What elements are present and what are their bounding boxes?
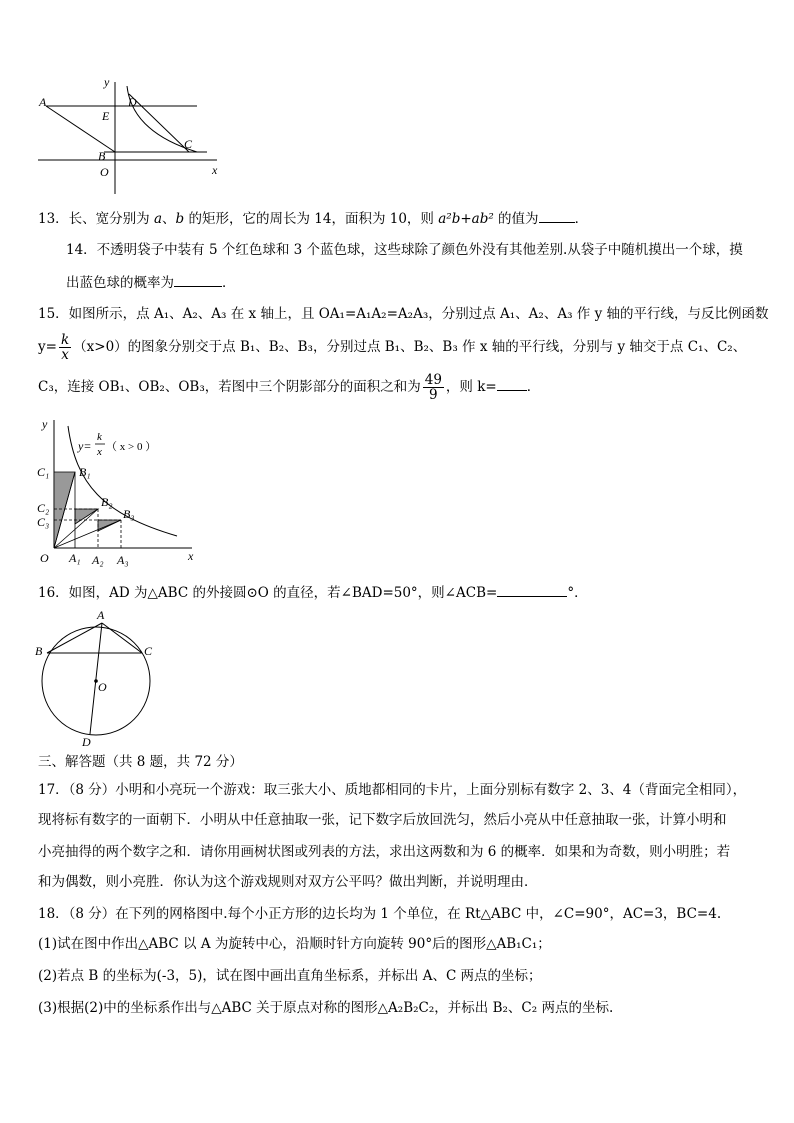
q16-answer-blank[interactable] (497, 582, 567, 597)
label-c: C (184, 137, 193, 151)
q18-line3: (2)若点 B 的坐标为(-3，5)，试在图中画出直角坐标系，并标出 A、C 两点的坐标； (38, 968, 542, 984)
q13-sep: 、 (162, 211, 176, 227)
q15-line2-post: （x>0）的图象分别交于点 B₁、B₂、B₃，分别过点 B₁、B₂、B₃ 作 x 轴的平行线，分别与 y 轴交于点 C₁、C₂、 (73, 339, 747, 355)
q14-line2: 出蓝色球的概率为 (66, 275, 174, 291)
question-14-line2 (66, 272, 236, 293)
question-17-line2 (38, 810, 727, 830)
label-func-num: k (97, 431, 102, 443)
label-c1: C₁ (37, 465, 50, 479)
label-a2: A₂ (92, 553, 104, 567)
label-a1: A₁ (69, 551, 81, 565)
label-a3: A₃ (117, 553, 129, 567)
label-o: O (100, 165, 109, 179)
label-b: B (98, 149, 106, 163)
q15-line2-pre: y= (38, 339, 57, 355)
question-18-line4 (38, 998, 613, 1018)
q13-answer-blank[interactable] (539, 208, 575, 223)
q17-line1: 17．（8 分）小明和小亮玩一个游戏：取三张大小、质地都相同的卡片，上面分别标有数字 2、3、4（背面完全相同）， (38, 782, 747, 798)
label-a: A (39, 95, 47, 109)
label-x: x (188, 549, 194, 563)
q13-text-a: 13．长、宽分别为 (38, 211, 154, 227)
label-c: C (144, 644, 153, 658)
label-e: E (102, 109, 110, 123)
question-15-line3 (38, 372, 540, 402)
shaded-region-2 (75, 509, 98, 524)
label-c2: C₂ (37, 501, 50, 515)
label-c3: C₃ (37, 515, 50, 529)
label-x: x (212, 163, 218, 177)
label-func-pre: y= (78, 439, 92, 453)
q15-line3-pre: C₃，连接 OB₁、OB₂、OB₃，若图中三个阴影部分的面积之和为 (38, 379, 421, 395)
label-b2: B₂ (101, 495, 113, 509)
question-18-line2 (38, 934, 551, 954)
question-17-line4 (38, 872, 538, 892)
question-15-line1 (38, 304, 769, 324)
question-18-line3 (38, 966, 542, 986)
question-14-line1 (66, 240, 743, 260)
figure-q16 (32, 608, 162, 748)
q15-frac-den: x (61, 347, 69, 363)
section3-heading: 三、解答题（共 8 题，共 72 分） (38, 754, 243, 770)
label-a: A (97, 608, 105, 622)
q15-end: ． (526, 379, 541, 395)
chord-ab (47, 623, 102, 653)
q14-line1: 14．不透明袋子中装有 5 个红色球和 3 个蓝色球，这些球除了颜色外没有其他差别.从袋子中随机摸出一个球，摸 (66, 242, 743, 258)
line-dc (129, 94, 189, 152)
q13-var-b: b (175, 211, 185, 227)
question-16 (38, 582, 588, 603)
label-y: y (42, 417, 48, 431)
label-d: D (82, 735, 91, 748)
label-y: y (104, 75, 110, 89)
label-o: O (98, 680, 107, 694)
q15-area-fraction (423, 373, 444, 402)
figure-q12 (32, 72, 232, 200)
q17-line3: 小亮抽得的两个数字之和．请你用画树状图或列表的方法，求出这两数和为 6 的概率．如果和为奇数，则小明胜；若 (38, 844, 731, 860)
label-o: O (40, 551, 49, 565)
q15-area-den: 9 (429, 387, 438, 403)
q13-end: ． (574, 211, 589, 227)
chord-ac (102, 623, 142, 653)
q15-fraction (59, 333, 71, 362)
q18-line1: 18．（8 分）在下列的网格图中.每个小正方形的边长均为 1 个单位，在 Rt△ABC 中，∠C=90°，AC=3，BC=4. (38, 906, 722, 922)
q18-line4: (3)根据(2)中的坐标系作出与△ABC 关于原点对称的图形△A₂B₂C₂，并标出 B₂、C₂ 两点的坐标. (38, 1000, 614, 1016)
q15-frac-num: k (60, 332, 70, 348)
section-heading (38, 752, 243, 772)
q14-end: ． (222, 275, 236, 291)
label-d: D (128, 95, 137, 109)
label-func-den: x (97, 446, 102, 458)
q16-text: 16．如图，AD 为△ABC 的外接圆⊙O 的直径，若∠BAD=50°，则∠ACB= (38, 585, 498, 601)
question-13 (38, 208, 588, 229)
q17-line4: 和为偶数，则小亮胜．你认为这个游戏规则对双方公平吗？做出判断，并说明理由． (38, 874, 538, 890)
label-func-cond: （ x > 0 ） (106, 441, 157, 453)
question-18-line1 (38, 904, 721, 924)
q14-answer-blank[interactable] (174, 272, 222, 287)
q16-end: °． (567, 585, 588, 601)
diameter-ad (90, 623, 102, 734)
q15-answer-blank[interactable] (497, 376, 527, 391)
label-b: B (35, 644, 43, 658)
label-b1: B₁ (79, 465, 91, 479)
q13-text-b: 的矩形，它的周长为 14，面积为 10，则 (184, 211, 439, 227)
q15-line1: 15．如图所示，点 A₁、A₂、A₃ 在 x 轴上，且 OA₁=A₁A₂=A₂A₃，分别过点 A₁、A₂、A₃ 作 y 轴的平行线，与反比例函数 (38, 306, 769, 322)
q13-expression: a²b+ab² (438, 211, 494, 227)
figure-q15 (32, 414, 202, 570)
question-15-line2 (38, 332, 746, 362)
question-17-line1 (38, 780, 746, 800)
label-b3: B₃ (123, 507, 135, 521)
q17-line2: 现将标有数字的一面朝下．小明从中任意抽取一张，记下数字后放回洗匀，然后小亮从中任意抽取一张，计算小明和 (38, 812, 727, 828)
q15-area-num: 49 (424, 372, 442, 388)
q15-line3-post: ，则 k= (445, 379, 497, 395)
segment-ob3 (54, 520, 121, 548)
q18-line2: (1)试在图中作出△ABC 以 A 为旋转中心，沿顺时针方向旋转 90°后的图形△AB₁C₁； (38, 936, 551, 952)
question-17-line3 (38, 842, 730, 862)
q13-text-c: 的值为 (493, 211, 539, 227)
q13-var-a: a (153, 211, 163, 227)
